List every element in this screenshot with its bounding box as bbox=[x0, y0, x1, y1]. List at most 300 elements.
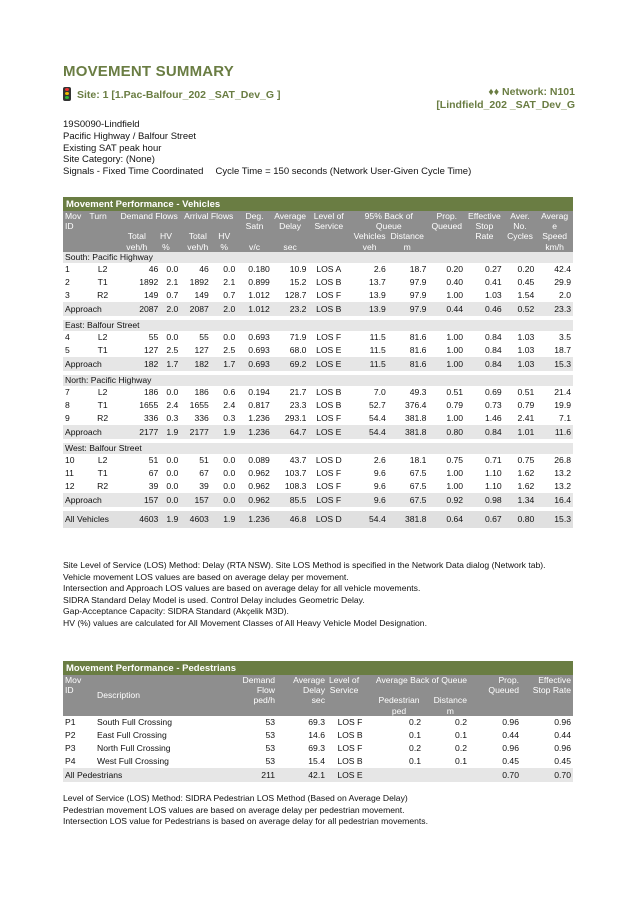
cell: 3.5 bbox=[559, 332, 571, 343]
signals-type: Signals - Fixed Time Coordinated bbox=[63, 166, 204, 178]
cell: LOS E bbox=[308, 425, 349, 439]
site-scenario: Existing SAT peak hour bbox=[63, 142, 162, 154]
col-turn: Turn bbox=[87, 211, 118, 252]
approach-label: Approach bbox=[63, 302, 118, 316]
cell: 211 bbox=[221, 768, 277, 782]
note-line: SIDRA Standard Delay Model is used. Control Delay includes Geometric Delay. bbox=[63, 594, 365, 605]
cell: 0.84 bbox=[465, 425, 504, 439]
cell: 103.7 bbox=[284, 468, 307, 479]
cell: 67.5 bbox=[409, 468, 427, 479]
demand-total-label: Total veh/h bbox=[126, 231, 148, 252]
cell: L2 bbox=[97, 387, 108, 398]
cell: 39 bbox=[199, 481, 209, 492]
cell: 0.2 bbox=[409, 743, 421, 754]
cell: 2.0 bbox=[559, 290, 571, 301]
cell: 15.2 bbox=[289, 277, 307, 288]
cell: 182 bbox=[180, 357, 211, 371]
cell: 1.00 bbox=[428, 357, 465, 371]
cell: 54.4 bbox=[349, 425, 388, 439]
cell: 18.7 bbox=[554, 345, 571, 356]
cell: 1892 bbox=[189, 277, 209, 288]
cell: 23.3 bbox=[289, 400, 307, 411]
cell: 69.3 bbox=[308, 717, 325, 728]
cell: LOS E bbox=[327, 768, 373, 782]
cell: 2177 bbox=[180, 425, 211, 439]
cell: LOS B bbox=[308, 302, 349, 316]
col-effective-stop-rate: Effective Stop Rate bbox=[465, 211, 504, 252]
arrival-flows-label: Arrival Flows bbox=[184, 211, 234, 221]
cell: 1.236 bbox=[237, 425, 272, 439]
cell: L2 bbox=[97, 455, 108, 466]
cell: 0.92 bbox=[428, 493, 465, 507]
cell: 46 bbox=[148, 264, 159, 275]
cell: 8 bbox=[65, 400, 70, 411]
cell: LOS B bbox=[337, 730, 363, 741]
cell: 0.75 bbox=[517, 455, 535, 466]
cell: 1.54 bbox=[517, 290, 535, 301]
cell: 0.962 bbox=[237, 493, 272, 507]
cell: 67 bbox=[148, 468, 159, 479]
cell: 15.3 bbox=[536, 511, 573, 528]
cell: 85.5 bbox=[272, 493, 309, 507]
cell: 0.0 bbox=[160, 493, 180, 507]
cell: 4603 bbox=[118, 511, 160, 528]
cell: LOS B bbox=[316, 277, 342, 288]
cell: 0.51 bbox=[446, 387, 464, 398]
all-vehicles-label: All Vehicles bbox=[63, 511, 118, 528]
cell: 0.1 bbox=[409, 756, 421, 767]
cell: 18.1 bbox=[409, 455, 427, 466]
note-line: Vehicle movement LOS values are based on average delay per movement. bbox=[63, 571, 349, 582]
approach-total-row bbox=[63, 357, 573, 371]
approach-section-header bbox=[63, 252, 573, 263]
cell: 127 bbox=[143, 345, 159, 356]
cell: 15.3 bbox=[536, 357, 573, 371]
cell: 69.3 bbox=[308, 743, 325, 754]
cell: 46 bbox=[199, 264, 209, 275]
cell: 15.4 bbox=[308, 756, 325, 767]
cell: 0.96 bbox=[502, 743, 519, 754]
cell: LOS F bbox=[337, 743, 363, 754]
all-pedestrians-row bbox=[63, 768, 573, 782]
demand-hv-label: HV % bbox=[159, 231, 172, 252]
site-heading bbox=[63, 87, 280, 101]
cell: 0.75 bbox=[446, 455, 464, 466]
cell: 0.80 bbox=[504, 511, 537, 528]
all-vehicles-row bbox=[63, 511, 573, 528]
cell: LOS D bbox=[308, 511, 349, 528]
cell: 4603 bbox=[180, 511, 211, 528]
note-line: Level of Service (LOS) Method: SIDRA Pedestrian LOS Method (Based on Average Delay) bbox=[63, 793, 408, 803]
cell: 0.70 bbox=[521, 768, 573, 782]
movement-row bbox=[63, 386, 573, 399]
cell: 0.0 bbox=[211, 493, 237, 507]
cell: LOS B bbox=[337, 756, 363, 767]
cell: 1.62 bbox=[517, 481, 535, 492]
cell: South Full Crossing bbox=[97, 717, 172, 728]
ped-queue-label: Average Back of Queue bbox=[375, 675, 467, 685]
cell: 108.3 bbox=[284, 481, 307, 492]
traffic-signal-icon bbox=[63, 87, 71, 101]
cell: 2087 bbox=[180, 302, 211, 316]
cell: 68.0 bbox=[289, 345, 307, 356]
cell: 0.96 bbox=[554, 717, 571, 728]
cell: LOS A bbox=[316, 264, 342, 275]
empty-cell bbox=[373, 768, 423, 782]
cell: 64.7 bbox=[272, 425, 309, 439]
cell: L2 bbox=[97, 264, 108, 275]
cell: 21.7 bbox=[289, 387, 307, 398]
cell: 55 bbox=[148, 332, 159, 343]
cell: 1.10 bbox=[484, 468, 502, 479]
cell: West Full Crossing bbox=[97, 756, 169, 767]
pedestrians-header-row bbox=[63, 675, 573, 716]
cell: 1.00 bbox=[446, 332, 464, 343]
movement-row bbox=[63, 480, 573, 493]
pedestrian-row bbox=[63, 755, 573, 768]
cell: 0.45 bbox=[554, 756, 571, 767]
cell: 13.7 bbox=[369, 277, 386, 288]
cell: 42.4 bbox=[554, 264, 571, 275]
cell: 157 bbox=[118, 493, 160, 507]
cell: 7.0 bbox=[373, 387, 386, 398]
cell: LOS F bbox=[316, 468, 342, 479]
cell: 67.5 bbox=[388, 493, 429, 507]
cell: 0.6 bbox=[223, 387, 236, 398]
arrival-total-label: Total veh/h bbox=[187, 231, 209, 252]
cell: 9.6 bbox=[373, 468, 386, 479]
pedestrian-notes bbox=[63, 793, 428, 828]
cell: 53 bbox=[265, 743, 275, 754]
cell: LOS F bbox=[316, 413, 342, 424]
cell: 13.9 bbox=[349, 302, 388, 316]
queue-vehicles-label: Vehicles veh bbox=[353, 231, 386, 252]
cell: 1.01 bbox=[504, 425, 537, 439]
cell: 49.3 bbox=[409, 387, 427, 398]
site-category: Site Category: (None) bbox=[63, 154, 155, 166]
cell: 81.6 bbox=[388, 357, 429, 371]
cell: 13.9 bbox=[369, 290, 386, 301]
movement-row bbox=[63, 467, 573, 480]
cell: 4 bbox=[65, 332, 70, 343]
cell: 0.96 bbox=[554, 743, 571, 754]
cell: 376.4 bbox=[404, 400, 427, 411]
cell: 1.62 bbox=[517, 468, 535, 479]
approach-label: Approach bbox=[63, 357, 118, 371]
col-mov-id: Mov ID bbox=[63, 675, 95, 716]
vehicles-table-title: Movement Performance - Vehicles bbox=[63, 197, 573, 211]
cell: 0.899 bbox=[248, 277, 270, 288]
cell: 0.194 bbox=[248, 387, 270, 398]
cell: 0.79 bbox=[517, 400, 535, 411]
cell: 157 bbox=[180, 493, 211, 507]
movement-row bbox=[63, 263, 573, 276]
approach-name: West: Balfour Street bbox=[63, 443, 573, 454]
cell: 9 bbox=[65, 413, 70, 424]
cell: 51 bbox=[199, 455, 209, 466]
cell: East Full Crossing bbox=[97, 730, 167, 741]
cell: P2 bbox=[65, 730, 76, 741]
pedestrians-table-title: Movement Performance - Pedestrians bbox=[63, 661, 573, 675]
col-back-of-queue bbox=[349, 211, 428, 252]
note-line: HV (%) values are calculated for All Movement Classes of All Heavy Vehicle Model Designation. bbox=[63, 617, 427, 628]
cell: 0.3 bbox=[223, 413, 236, 424]
col-arrival-flows bbox=[180, 211, 237, 252]
cell: 0.2 bbox=[455, 743, 467, 754]
network-sublabel: [Lindfield_202 _SAT_Dev_G bbox=[436, 99, 575, 111]
cell: 293.1 bbox=[284, 413, 307, 424]
cell: 9.6 bbox=[373, 481, 386, 492]
cell: 2087 bbox=[118, 302, 160, 316]
approach-total-row bbox=[63, 302, 573, 316]
pedestrian-row bbox=[63, 742, 573, 755]
cell: 11.5 bbox=[369, 345, 386, 356]
col-level-of-service: Level of Service bbox=[308, 211, 349, 252]
demand-spacer bbox=[120, 221, 178, 231]
cell: 2.6 bbox=[373, 455, 386, 466]
page-title: MOVEMENT SUMMARY bbox=[63, 63, 234, 80]
cell: 1.7 bbox=[211, 357, 237, 371]
cell: P1 bbox=[65, 717, 76, 728]
arrival-subheads bbox=[182, 231, 235, 251]
cell: 1.236 bbox=[248, 413, 270, 424]
cell: 23.3 bbox=[536, 302, 573, 316]
cell: 42.1 bbox=[277, 768, 327, 782]
cell: 0.2 bbox=[455, 717, 467, 728]
cell: 1.34 bbox=[504, 493, 537, 507]
cell: 381.8 bbox=[388, 511, 429, 528]
cell: 186 bbox=[194, 387, 209, 398]
cell: R2 bbox=[97, 481, 109, 492]
cell: 0.0 bbox=[166, 468, 179, 479]
pedestrian-row bbox=[63, 716, 573, 729]
cell: 0.693 bbox=[237, 357, 272, 371]
cell: 52.7 bbox=[369, 400, 386, 411]
cell: 381.8 bbox=[404, 413, 427, 424]
cell: LOS F bbox=[308, 493, 349, 507]
cell: 0.98 bbox=[465, 493, 504, 507]
cell: 97.9 bbox=[409, 290, 427, 301]
cell: 1.03 bbox=[504, 357, 537, 371]
approach-label: Approach bbox=[63, 493, 118, 507]
cell: 0.84 bbox=[465, 357, 504, 371]
cell: 2.6 bbox=[373, 264, 386, 275]
cell: 0.1 bbox=[409, 730, 421, 741]
cell: 2.1 bbox=[223, 277, 236, 288]
cell: 0.7 bbox=[223, 290, 236, 301]
cell: 12 bbox=[65, 481, 75, 492]
cell: 1.03 bbox=[517, 345, 535, 356]
cell: 0.0 bbox=[223, 481, 236, 492]
cell: 55 bbox=[199, 332, 209, 343]
col-aver-no-cycles: Aver. No. Cycles bbox=[504, 211, 537, 252]
cell: 23.2 bbox=[272, 302, 309, 316]
all-pedestrians-label: All Pedestrians bbox=[63, 768, 221, 782]
movement-row bbox=[63, 454, 573, 467]
col-prop-queued: Prop. Queued bbox=[469, 675, 521, 716]
cell: 0.46 bbox=[465, 302, 504, 316]
cell: 69.2 bbox=[272, 357, 309, 371]
movement-row bbox=[63, 276, 573, 289]
vehicles-table bbox=[63, 197, 573, 528]
cell: 13.2 bbox=[554, 468, 571, 479]
network-heading bbox=[436, 86, 575, 112]
cell: R2 bbox=[97, 290, 109, 301]
cell: 71.9 bbox=[289, 332, 307, 343]
cell: T1 bbox=[97, 277, 108, 288]
cell: 19.9 bbox=[554, 400, 571, 411]
approach-section-header bbox=[63, 320, 573, 331]
cell: 1.46 bbox=[484, 413, 502, 424]
cell: 9.6 bbox=[349, 493, 388, 507]
col-description: Description bbox=[95, 675, 221, 716]
note-line: Site Level of Service (LOS) Method: Delay (RTA NSW). Site LOS Method is specified in the Network Data dialog (Network tab). bbox=[63, 560, 546, 570]
cell: 16.4 bbox=[536, 493, 573, 507]
cell: 0.089 bbox=[248, 455, 270, 466]
cell: 21.4 bbox=[554, 387, 571, 398]
note-line: Pedestrian movement LOS values are based on average delay per pedestrian movement. bbox=[63, 804, 405, 815]
cell: 54.4 bbox=[369, 413, 386, 424]
cell: 51 bbox=[148, 455, 159, 466]
cell: 1655 bbox=[189, 400, 209, 411]
cell: 0.69 bbox=[484, 387, 502, 398]
cell: 53 bbox=[265, 717, 275, 728]
cell: 0.0 bbox=[166, 455, 179, 466]
cell: 81.6 bbox=[409, 332, 427, 343]
approach-label: Approach bbox=[63, 425, 118, 439]
cell: P4 bbox=[65, 756, 76, 767]
cell: 1.012 bbox=[237, 302, 272, 316]
cell: 11.6 bbox=[536, 425, 573, 439]
ped-queue-ped-label: Pedestrian ped bbox=[378, 695, 420, 716]
ped-queue-top bbox=[329, 675, 467, 695]
cell: 0.20 bbox=[446, 264, 464, 275]
cell: 1.00 bbox=[446, 345, 464, 356]
cell: 97.9 bbox=[409, 277, 427, 288]
cell: 0.71 bbox=[484, 455, 502, 466]
approach-total-row bbox=[63, 493, 573, 507]
cell: 182 bbox=[118, 357, 160, 371]
col-prop-queued: Prop. Queued bbox=[428, 211, 465, 252]
cycle-time: Cycle Time = 150 seconds (Network User-Given Cycle Time) bbox=[215, 166, 472, 178]
cell: 0.51 bbox=[517, 387, 535, 398]
cell: 0.0 bbox=[223, 455, 236, 466]
movement-row bbox=[63, 412, 573, 425]
col-back-of-queue bbox=[327, 675, 469, 716]
note-line: Intersection and Approach LOS values are based on average delay for all vehicle movements. bbox=[63, 583, 421, 594]
cell: 0.44 bbox=[554, 730, 571, 741]
approach-section-header bbox=[63, 443, 573, 454]
cell: T1 bbox=[97, 400, 108, 411]
approach-name: East: Balfour Street bbox=[63, 320, 573, 331]
cell: LOS B bbox=[316, 400, 342, 411]
cell: 2.5 bbox=[166, 345, 179, 356]
cell: 0.962 bbox=[248, 468, 270, 479]
cell: 7 bbox=[65, 387, 70, 398]
cell: 0.0 bbox=[166, 332, 179, 343]
cell: 97.9 bbox=[388, 302, 429, 316]
cell: 2.0 bbox=[211, 302, 237, 316]
cell: 29.9 bbox=[554, 277, 571, 288]
cell: 1.7 bbox=[160, 357, 180, 371]
cell: 1.00 bbox=[446, 468, 464, 479]
col-effective-stop-rate: Effective Stop Rate bbox=[521, 675, 573, 716]
cell: 381.8 bbox=[388, 425, 429, 439]
cell: 11 bbox=[65, 468, 74, 479]
note-line: Gap-Acceptance Capacity: SIDRA Standard (Akçelik M3D). bbox=[63, 606, 289, 617]
cell: 3 bbox=[65, 290, 70, 301]
cell: 43.7 bbox=[289, 455, 307, 466]
cell: 1892 bbox=[139, 277, 159, 288]
pedestrian-row bbox=[63, 729, 573, 742]
cell: 0.84 bbox=[484, 345, 502, 356]
movement-row bbox=[63, 289, 573, 302]
cell: 149 bbox=[194, 290, 209, 301]
cell: 0.67 bbox=[465, 511, 504, 528]
col-average-speed: Averag e Speed km/h bbox=[536, 211, 573, 252]
cell: 67.5 bbox=[409, 481, 427, 492]
cell: 0.96 bbox=[502, 717, 519, 728]
empty-cell bbox=[423, 768, 469, 782]
col-average-delay: Average Delay sec bbox=[272, 211, 309, 252]
cell: 5 bbox=[65, 345, 70, 356]
cell: 0.41 bbox=[484, 277, 502, 288]
cell: LOS F bbox=[316, 481, 342, 492]
cell: 2.1 bbox=[166, 277, 179, 288]
cell: 11.5 bbox=[369, 332, 386, 343]
cell: 127 bbox=[194, 345, 209, 356]
cell: 1 bbox=[65, 264, 70, 275]
cell: 149 bbox=[143, 290, 159, 301]
queue-distance-label: Distance m bbox=[390, 231, 424, 252]
pedestrians-table bbox=[63, 661, 573, 782]
site-label: Site: 1 [1.Pac-Balfour_202 _SAT_Dev_G ] bbox=[77, 89, 281, 101]
cell: 0.44 bbox=[502, 730, 519, 741]
cell: 1.03 bbox=[484, 290, 502, 301]
cell: 0.84 bbox=[484, 332, 502, 343]
site-info bbox=[63, 119, 471, 178]
cell: North Full Crossing bbox=[97, 743, 171, 754]
col-demand-flows bbox=[118, 211, 180, 252]
cell: 2.5 bbox=[223, 345, 236, 356]
col-average-delay: Average Delay sec bbox=[277, 675, 327, 716]
cell: LOS D bbox=[315, 455, 342, 466]
cell: 13.2 bbox=[554, 481, 571, 492]
cell: 0.693 bbox=[248, 332, 270, 343]
cell: 1.03 bbox=[517, 332, 535, 343]
cell: 0.0 bbox=[223, 468, 236, 479]
cell: 0.180 bbox=[248, 264, 270, 275]
cell: 0.0 bbox=[166, 387, 179, 398]
col-deg-satn: Deg. Satn v/c bbox=[237, 211, 272, 252]
queue-subheads bbox=[351, 231, 426, 251]
cell: 2177 bbox=[118, 425, 160, 439]
cell: 1.012 bbox=[248, 290, 270, 301]
cell: 0.817 bbox=[248, 400, 270, 411]
movement-row bbox=[63, 399, 573, 412]
cell: 0.70 bbox=[469, 768, 521, 782]
cell: 1.00 bbox=[446, 413, 464, 424]
cell: 26.8 bbox=[554, 455, 571, 466]
cell: 67 bbox=[199, 468, 209, 479]
cell: 0.27 bbox=[484, 264, 502, 275]
cell: 0.44 bbox=[428, 302, 465, 316]
cell: T1 bbox=[97, 468, 108, 479]
cell: 1.9 bbox=[211, 511, 237, 528]
cell: 10.9 bbox=[289, 264, 307, 275]
note-line: Intersection LOS value for Pedestrians is based on average delay for all pedestrian movements. bbox=[63, 816, 428, 827]
vehicle-notes bbox=[63, 560, 546, 630]
